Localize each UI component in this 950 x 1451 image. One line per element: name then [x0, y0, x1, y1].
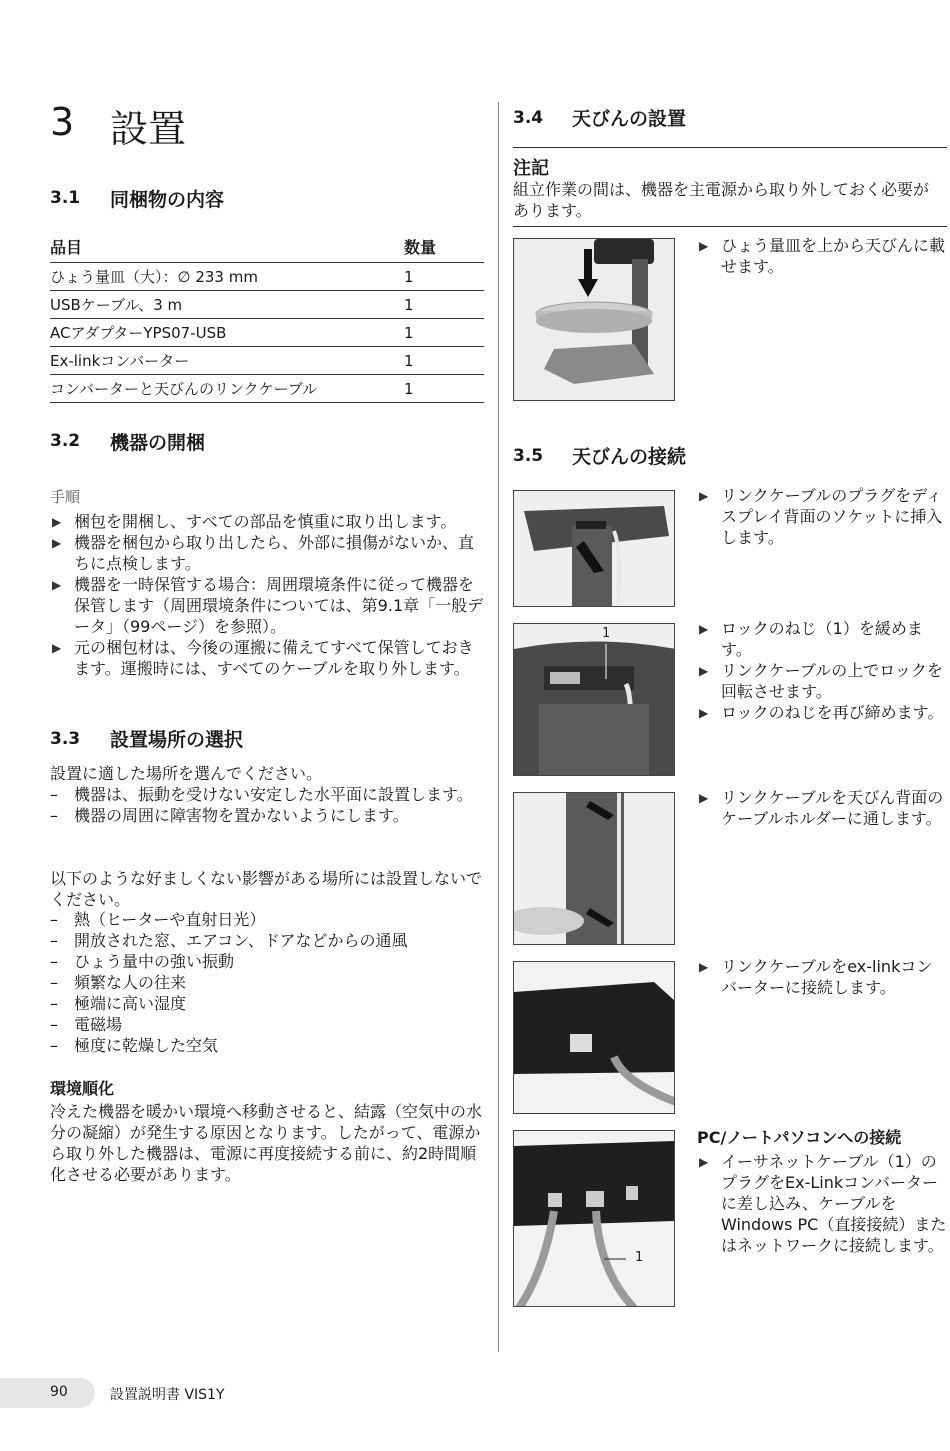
section-3-2-title: 機器の開梱	[110, 432, 206, 454]
table-cell-qty: 1	[404, 319, 484, 347]
list-item	[50, 909, 484, 930]
list-item	[50, 951, 484, 972]
step-text: 機器を梱包から取り出したら、外部に損傷がないか、直ちに点検します。	[74, 533, 475, 573]
table-cell-item: コンバーターと天びんのリンクケーブル	[50, 375, 404, 403]
triangle-right-icon: ▶	[52, 578, 62, 592]
lock-screw-image	[513, 623, 675, 776]
table-header-qty: 数量	[404, 233, 484, 263]
table-cell-qty: 1	[404, 291, 484, 319]
page-number: 90	[50, 1384, 68, 1400]
display-socket-image	[513, 490, 675, 607]
list-item	[50, 1014, 484, 1035]
list-item	[697, 618, 947, 660]
requirement-text: 機器は、振動を受けない安定した水平面に設置します。	[74, 785, 473, 804]
list-item	[50, 574, 484, 637]
list-item	[697, 787, 947, 829]
step-text: 梱包を開梱し、すべての部品を慎重に取り出します。	[74, 512, 457, 531]
pan-install-image	[513, 238, 675, 401]
table-header-row	[50, 233, 484, 263]
avoid-text: 熱（ヒーターや直射日光）	[74, 910, 266, 929]
document-title: 設置説明書 VIS1Y	[110, 1387, 225, 1403]
list-item	[697, 956, 947, 998]
acclimatization-text: 冷えた機器を暖かい環境へ移動させると、結露（空気中の水分の凝縮）が発生する原因となります。したがって、電源から取り外した機器は、電源に再度接続する前に、約2時間順化させる必要があります。	[50, 1102, 483, 1184]
contents-table-wrapper	[50, 233, 484, 403]
callout-lock-screw: 1	[602, 626, 611, 641]
step-text: リンクケーブルのプラグをディスプレイ背面のソケットに挿入します。	[721, 486, 943, 547]
connect-step-2	[697, 618, 947, 723]
table-cell-item: ひょう量皿（大）：∅ 233 mm	[50, 263, 404, 291]
table-cell-qty: 1	[404, 375, 484, 403]
table-row	[50, 319, 484, 347]
list-item	[697, 235, 947, 277]
triangle-right-icon: ▶	[52, 536, 62, 550]
converter-image	[513, 961, 675, 1114]
unpack-steps	[50, 511, 484, 679]
triangle-right-icon: ▶	[699, 960, 709, 974]
triangle-right-icon: ▶	[699, 489, 709, 503]
section-3-5-number: 3.5	[513, 446, 544, 466]
triangle-right-icon: ▶	[699, 791, 709, 805]
section-3-4-number: 3.4	[513, 108, 544, 128]
table-row	[50, 263, 484, 291]
list-item	[50, 511, 484, 532]
step-text: イーサネットケーブル（1）のプラグをEx-Linkコンバーターに差し込み、ケーブルをWindows PC（直接接続）またはネットワークに接続します。	[721, 1152, 947, 1255]
step-text: リンクケーブルの上でロックを回転させます。	[721, 661, 943, 701]
pc-connect-step	[697, 1151, 947, 1256]
step-text: ロックのねじ（1）を緩めます。	[721, 619, 923, 659]
section-3-5-title: 天びんの接続	[572, 446, 687, 468]
note-text: 組立作業の間は、機器を主電源から取り外しておく必要があります。	[513, 180, 930, 220]
list-item	[697, 1151, 947, 1256]
pc-connect-title: PC/ノートパソコンへの接続	[697, 1128, 902, 1147]
section-3-3-number: 3.3	[50, 729, 81, 749]
step-text: 元の梱包材は、今後の運搬に備えてすべて保管しておきます。運搬時には、すべてのケーブルを取り外します。	[74, 638, 474, 678]
list-item	[50, 637, 484, 679]
cable-holder-image	[513, 792, 675, 945]
list-item	[50, 532, 484, 574]
avoid-text: 電磁場	[74, 1015, 123, 1034]
dash-icon: –	[50, 952, 58, 971]
table-cell-item: USBケーブル、3 m	[50, 291, 404, 319]
avoid-list	[50, 909, 484, 1056]
avoid-intro: 以下のような好ましくない影響がある場所には設置しないでください。	[50, 869, 483, 909]
step-text: ロックのねじを再び締めます。	[721, 703, 944, 722]
section-3-2-number: 3.2	[50, 431, 81, 451]
list-item	[50, 1035, 484, 1056]
table-row	[50, 347, 484, 375]
triangle-right-icon: ▶	[699, 664, 709, 678]
procedure-label: 手順	[50, 488, 81, 506]
chapter-title: 設置	[110, 107, 187, 151]
connect-step-3	[697, 787, 947, 829]
triangle-right-icon: ▶	[52, 515, 62, 529]
ethernet-image	[513, 1130, 675, 1307]
list-item	[50, 805, 484, 826]
chapter-number: 3	[50, 100, 75, 144]
triangle-right-icon: ▶	[699, 1155, 709, 1169]
dash-icon: –	[50, 785, 58, 804]
avoid-text: 頻繁な人の往来	[74, 973, 187, 992]
connect-step-4	[697, 956, 947, 998]
list-item	[697, 485, 947, 548]
section-3-1-number: 3.1	[50, 188, 81, 208]
section-3-4-title: 天びんの設置	[572, 108, 687, 130]
list-item	[50, 972, 484, 993]
contents-table	[50, 233, 484, 403]
callout-ethernet: 1	[635, 1250, 644, 1265]
step-text: リンクケーブルを天びん背面のケーブルホルダーに通します。	[721, 788, 944, 828]
location-intro: 設置に適した場所を選んでください。	[50, 764, 323, 783]
table-row	[50, 291, 484, 319]
triangle-right-icon: ▶	[699, 239, 709, 253]
dash-icon: –	[50, 806, 58, 825]
dash-icon: –	[50, 910, 58, 929]
table-cell-qty: 1	[404, 347, 484, 375]
requirement-text: 機器の周囲に障害物を置かないようにします。	[74, 806, 409, 825]
section-3-1-title: 同梱物の内容	[110, 189, 225, 211]
pan-step	[697, 235, 947, 277]
footer-page-tab	[0, 1378, 95, 1408]
list-item	[697, 660, 947, 702]
dash-icon: –	[50, 973, 58, 992]
avoid-text: ひょう量中の強い振動	[74, 952, 235, 971]
table-cell-item: ACアダプターYPS07-USB	[50, 319, 404, 347]
dash-icon: –	[50, 994, 58, 1013]
connect-step-1	[697, 485, 947, 548]
table-header-item: 品目	[50, 233, 404, 263]
step-text: リンクケーブルをex-linkコンバーターに接続します。	[721, 957, 933, 997]
dash-icon: –	[50, 1015, 58, 1034]
column-divider	[498, 102, 499, 1352]
note-top-rule	[513, 147, 947, 148]
location-requirements	[50, 784, 484, 826]
table-row	[50, 375, 484, 403]
step-text: 機器を一時保管する場合：周囲環境条件に従って機器を保管します（周囲環境条件については、第9.1章「一般データ」（99ページ）を参照）。	[74, 575, 484, 636]
note-bottom-rule	[513, 226, 947, 227]
table-cell-item: Ex-linkコンバーター	[50, 347, 404, 375]
list-item	[697, 702, 947, 723]
triangle-right-icon: ▶	[52, 641, 62, 655]
avoid-text: 極端に高い湿度	[74, 994, 187, 1013]
section-3-3-title: 設置場所の選択	[110, 729, 244, 751]
avoid-text: 開放された窓、エアコン、ドアなどからの通風	[74, 931, 408, 950]
triangle-right-icon: ▶	[699, 706, 709, 720]
triangle-right-icon: ▶	[699, 622, 709, 636]
list-item	[50, 784, 484, 805]
table-cell-qty: 1	[404, 263, 484, 291]
step-text: ひょう量皿を上から天びんに載せます。	[721, 236, 946, 276]
list-item	[50, 993, 484, 1014]
avoid-text: 極度に乾燥した空気	[74, 1036, 219, 1055]
list-item	[50, 930, 484, 951]
note-title: 注記	[513, 158, 549, 179]
dash-icon: –	[50, 931, 58, 950]
dash-icon: –	[50, 1036, 58, 1055]
acclimatization-title: 環境順化	[50, 1079, 115, 1098]
